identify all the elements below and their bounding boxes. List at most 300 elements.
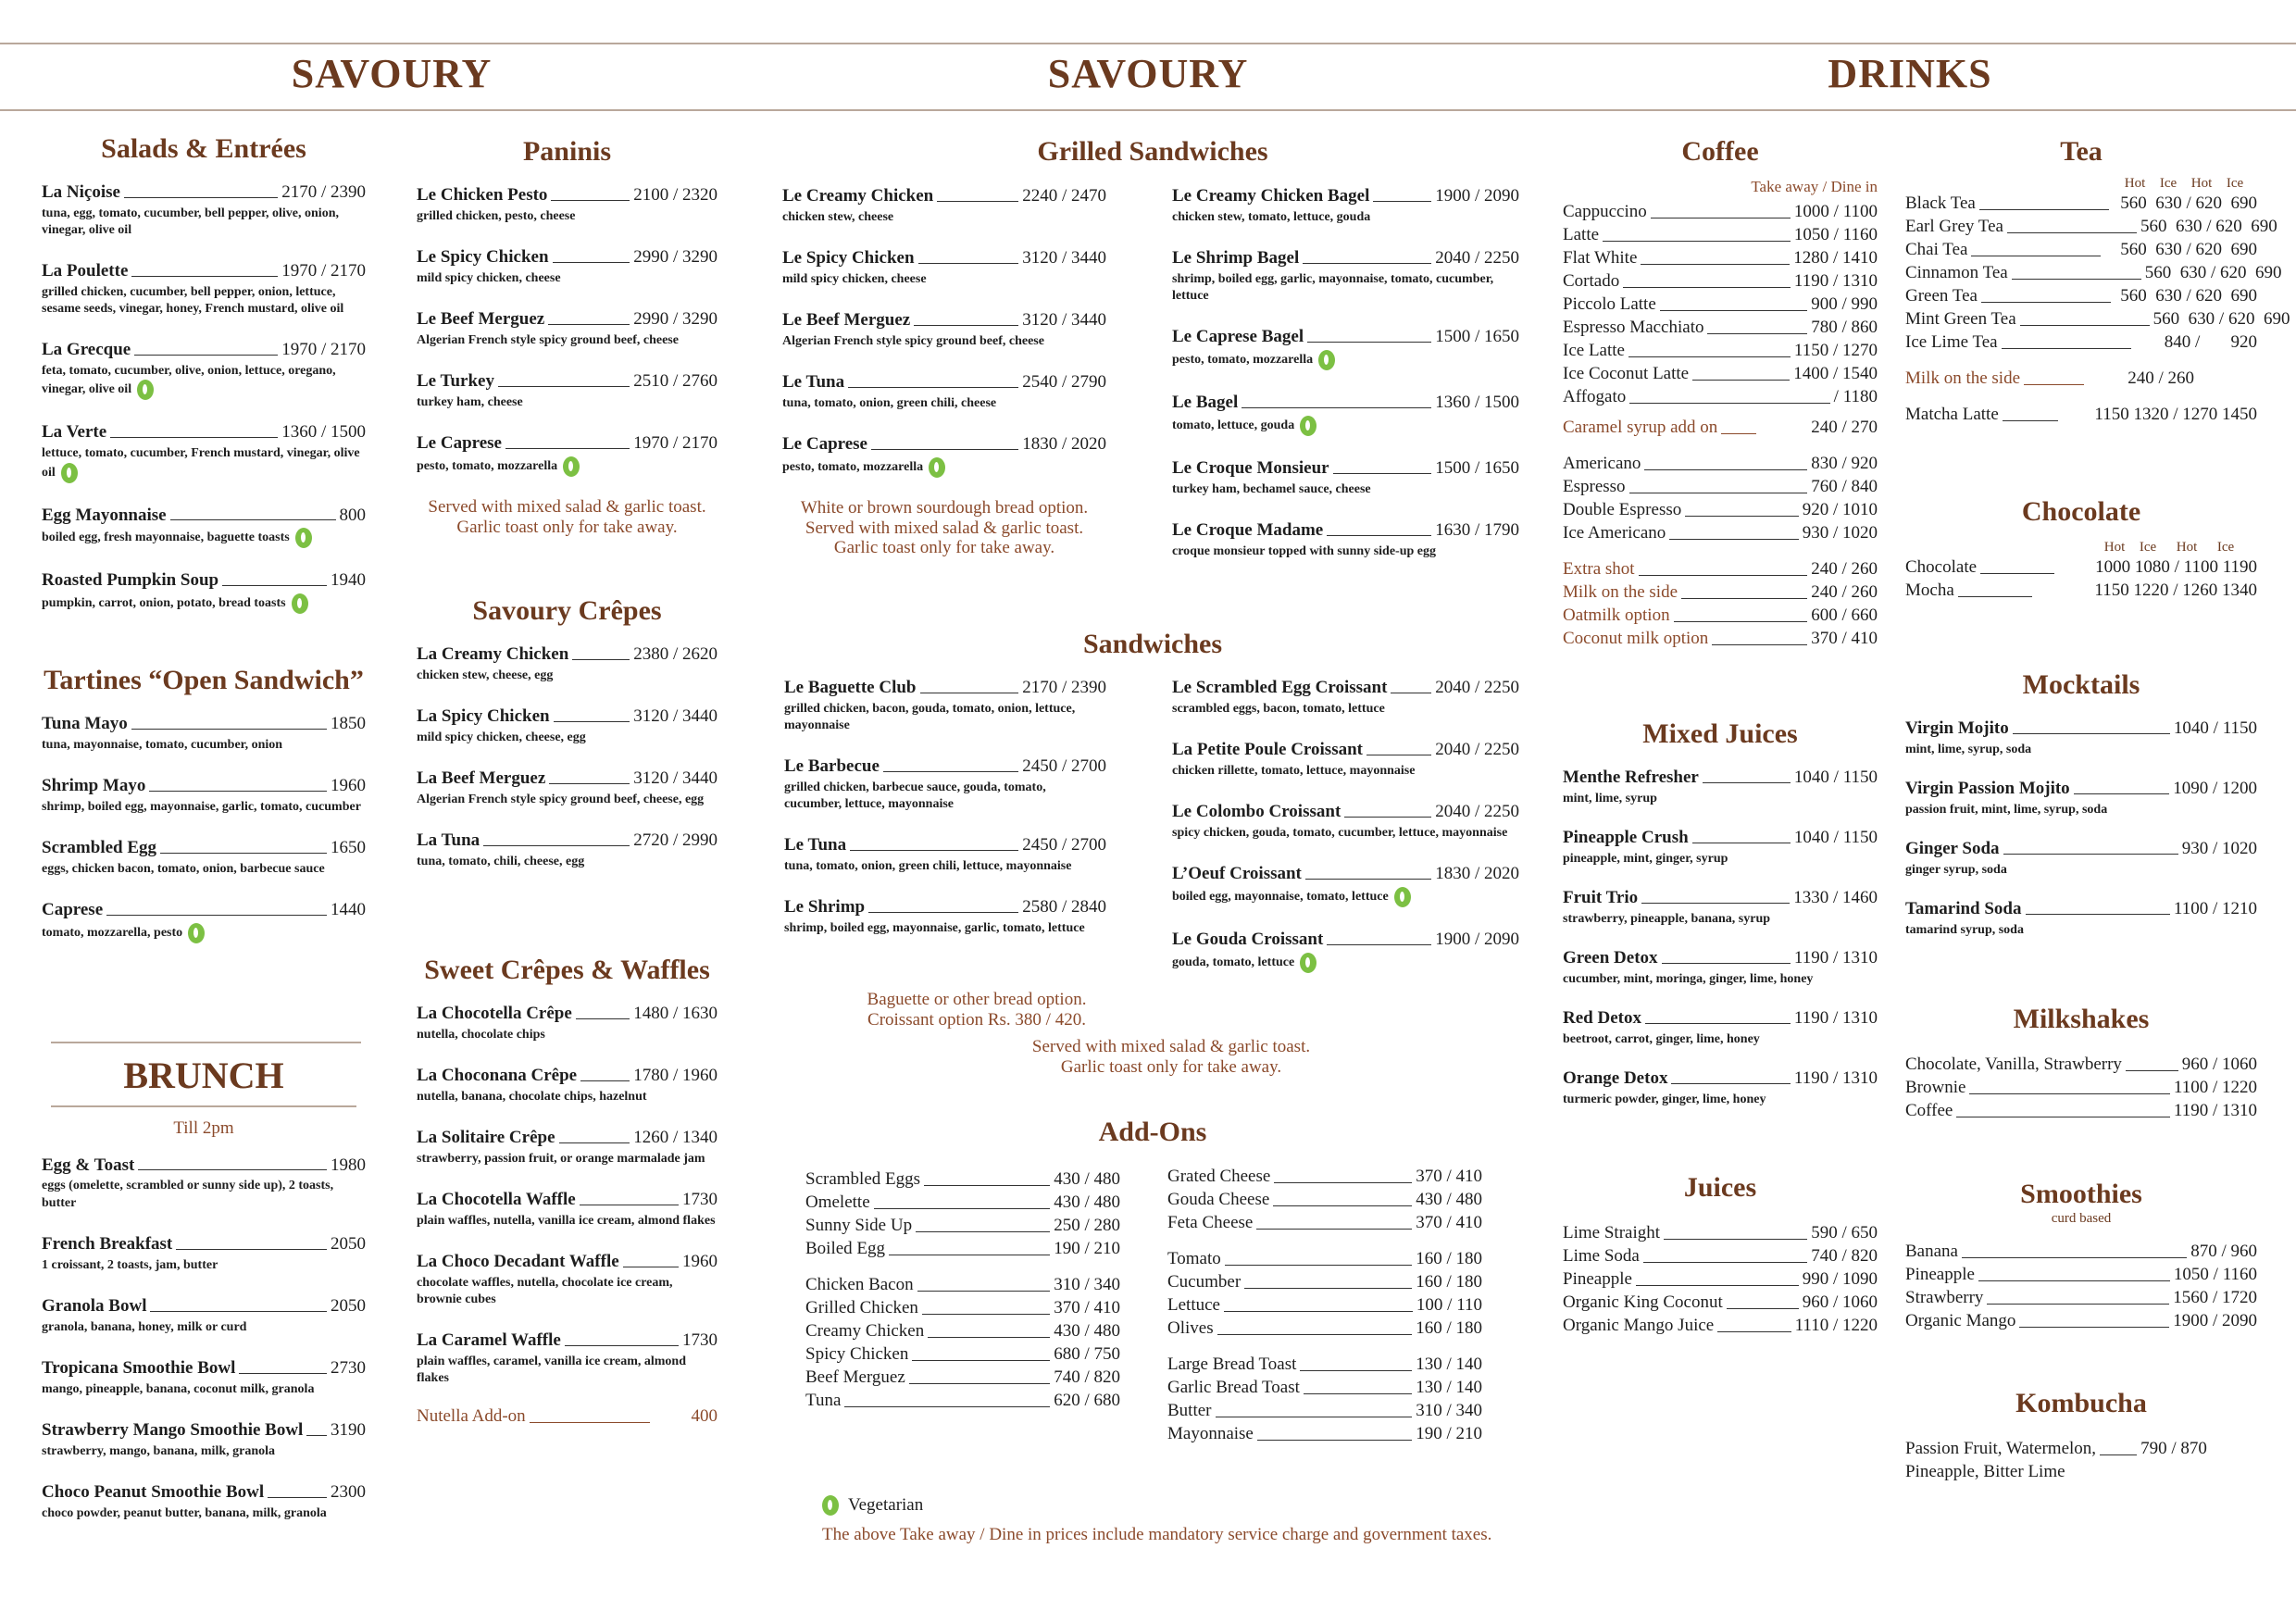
menu-item-price: 2050: [331, 1295, 366, 1316]
price-row-price: 620 / 680: [1054, 1391, 1120, 1410]
menu-item: [782, 434, 1106, 478]
menu-item: [1172, 802, 1519, 842]
menu-item-description: chicken stew, tomato, lettuce, gouda: [1172, 209, 1371, 224]
menu-item-name: Le Creamy Chicken: [782, 186, 934, 206]
menu-item-line: [42, 506, 366, 526]
grilled-note-1: White or brown sourdough bread option.: [800, 497, 1089, 518]
price-row: [1167, 1165, 1482, 1188]
price-row-name: Boiled Egg: [805, 1239, 886, 1258]
price-row-name: Lime Soda: [1563, 1246, 1640, 1266]
milkshakes-section: [1905, 1003, 2257, 1122]
price-row: [805, 1237, 1120, 1260]
grilled-right-column: [1172, 186, 1519, 582]
menu-item-price: 3120 / 3440: [633, 706, 718, 727]
menu-item-name: Le Shrimp Bagel: [1172, 248, 1300, 268]
price-row: [1905, 261, 2282, 284]
menu-item: [1172, 393, 1519, 436]
menu-item: [1172, 458, 1519, 498]
price-row: [805, 1167, 1120, 1191]
menu-item: [417, 768, 718, 808]
menu-item-description: tuna, tomato, onion, green chili, lettuce, mayonnaise: [784, 859, 1072, 874]
price-row: [1905, 1309, 2257, 1332]
menu-item-name: La Creamy Chicken: [417, 644, 569, 664]
menu-item-name: Le Beef Merguez: [782, 310, 911, 331]
coffee-price-header: Take away / Dine in: [1751, 178, 1878, 195]
mocktails-title: Mocktails: [2022, 669, 2140, 700]
price-row-price: 1050 / 1160: [2173, 1265, 2257, 1284]
price-row: [1563, 200, 1878, 223]
price-disclaimer: The above Take away / Dine in prices include mandatory service charge and government taxes.: [822, 1525, 1492, 1544]
menu-item: [417, 371, 718, 411]
menu-item: [42, 570, 366, 614]
menu-item-line: [1905, 899, 2257, 919]
menu-item-description: turmeric powder, ginger, lime, honey: [1563, 1092, 1766, 1106]
price-row: [1563, 1267, 1878, 1291]
caramel-syrup-row: [1563, 416, 1878, 439]
price-row: [1167, 1353, 1482, 1376]
price-row-price: 430 / 480: [1416, 1190, 1482, 1209]
menu-item-price: 2990 / 3290: [633, 309, 718, 330]
menu-item-description: nutella, banana, chocolate chips, hazelnut: [417, 1089, 647, 1104]
menu-item-price: 3120 / 3440: [633, 768, 718, 789]
price-row-price: 900 / 990: [1811, 294, 1878, 314]
menu-item-description: tuna, tomato, chili, cheese, egg: [417, 854, 585, 868]
menu-item: [1172, 327, 1519, 370]
menu-item-line: [42, 1420, 366, 1441]
price-row-price: 560 630 / 620 690: [2120, 194, 2257, 213]
menu-item-line: [1905, 718, 2257, 739]
price-row: [1563, 627, 1878, 650]
menu-item-price: 1970 / 2170: [281, 261, 366, 281]
addons-section: [782, 1116, 1523, 1166]
menu-item: [417, 433, 718, 477]
menu-item-name: Le Turkey: [417, 371, 494, 392]
menu-item-line: [417, 1004, 718, 1024]
menu-item-line: [784, 897, 1106, 918]
menu-item: [1905, 779, 2257, 818]
menu-item-line: [1905, 779, 2257, 799]
price-row-name: Organic Mango Juice: [1563, 1316, 1715, 1335]
menu-item-description: granola, banana, honey, milk or curd: [42, 1319, 247, 1334]
price-row-name: Garlic Bread Toast: [1167, 1378, 1300, 1397]
menu-item-description: chicken stew, cheese: [782, 209, 894, 224]
menu-item-price: 2170 / 2390: [1022, 678, 1106, 697]
menu-item-price: 1900 / 2090: [1435, 929, 1519, 949]
menu-item-name: La Chocotella Crêpe: [417, 1004, 572, 1023]
menu-item-name: La Choco Decadant Waffle: [417, 1252, 619, 1272]
vegetarian-icon: [1318, 350, 1335, 370]
kombucha-title: Kombucha: [2015, 1388, 2147, 1418]
menu-item-name: Green Detox: [1563, 948, 1658, 968]
savoury-crepes-section: [417, 594, 718, 893]
mixed-juices-title: Mixed Juices: [1642, 718, 1798, 749]
menu-item-line: [782, 372, 1106, 393]
price-row: [805, 1342, 1120, 1366]
menu-item-description: choco powder, peanut butter, banana, milk, granola: [42, 1505, 327, 1520]
menu-item-name: La Grecque: [42, 340, 131, 360]
menu-item-name: La Poulette: [42, 261, 129, 281]
sandwiches-note-4: Garlic toast only for take away.: [1060, 1056, 1282, 1077]
menu-item: [1563, 1008, 1878, 1048]
price-row: [1905, 1286, 2257, 1309]
menu-item-price: 1630 / 1790: [1435, 519, 1519, 540]
grilled-sandwiches-section: [782, 135, 1523, 185]
menu-item-price: 1970 / 2170: [633, 433, 718, 454]
price-row: [1905, 1053, 2257, 1076]
menu-item-description: pesto, tomato, mozzarella: [417, 456, 718, 477]
price-row-name: Large Bread Toast: [1167, 1355, 1297, 1374]
menu-item-name: Roasted Pumpkin Soup: [42, 570, 219, 591]
brunch-subtitle: Till 2pm: [173, 1118, 234, 1138]
menu-item-line: [1563, 948, 1878, 968]
menu-item-name: La Choconana Crêpe: [417, 1066, 578, 1086]
top-rule: [0, 43, 2296, 44]
menu-item: [1905, 718, 2257, 758]
price-row-price: 1190 / 1310: [1793, 271, 1878, 291]
grilled-left-column: [782, 186, 1106, 560]
price-row: [1563, 452, 1878, 475]
menu-item: [1563, 768, 1878, 807]
menu-item-line: [42, 570, 366, 591]
menu-item-line: [1172, 248, 1519, 268]
menu-item-line: [1172, 520, 1519, 541]
menu-item-description: mint, lime, syrup: [1563, 791, 1657, 805]
price-row-name: Banana: [1905, 1242, 1958, 1261]
menu-item-description: plain waffles, caramel, vanilla ice cream, almond flakes: [417, 1355, 686, 1386]
price-row: [1563, 1314, 1878, 1337]
tartines-title: Tartines “Open Sandwich”: [44, 665, 364, 695]
menu-item: [417, 185, 718, 225]
price-row-price: 370 / 410: [1811, 629, 1878, 648]
sweet-crepes-section: [417, 954, 718, 1428]
menu-item: [42, 1358, 366, 1398]
price-row-price: 560 630 / 620 690: [2152, 309, 2290, 329]
menu-item-price: 2240 / 2470: [1022, 186, 1106, 206]
price-row-name: Latte: [1563, 225, 1600, 244]
price-row-price: / 1180: [1833, 387, 1878, 406]
price-row: [1167, 1247, 1482, 1270]
price-row-price: 1050 / 1160: [1793, 225, 1878, 244]
menu-item-name: Choco Peanut Smoothie Bowl: [42, 1481, 265, 1502]
price-row: [805, 1319, 1120, 1342]
menu-item-description: tomato, lettuce, gouda: [1172, 416, 1519, 436]
price-row-price: 920 / 1010: [1802, 500, 1878, 519]
smoothies-subtitle: curd based: [2051, 1211, 2112, 1226]
menu-item-line: [784, 835, 1106, 855]
menu-item-price: 3120 / 3440: [1022, 248, 1106, 268]
vegetarian-icon: [929, 457, 945, 478]
juices-title: Juices: [1683, 1172, 1757, 1203]
drinks-heading: DRINKS: [1828, 51, 1992, 96]
price-row-price: 250 / 280: [1054, 1216, 1120, 1235]
footer: [822, 1495, 1655, 1545]
price-row-price: 430 / 480: [1054, 1192, 1120, 1212]
menu-item-name: Le Baguette Club: [784, 678, 917, 697]
menu-item-line: [42, 1358, 366, 1379]
tea-column-headers: Hot Ice Hot Ice: [2124, 176, 2244, 191]
vegetarian-legend: [822, 1495, 1655, 1516]
price-row-price: 160 / 180: [1416, 1318, 1482, 1338]
menu-item-line: [417, 247, 718, 268]
sandwiches-note-2: Croissant option Rs. 380 / 420.: [867, 1009, 1086, 1030]
price-row-price: 190 / 210: [1054, 1239, 1120, 1258]
menu-item-price: 1480 / 1630: [633, 1004, 718, 1023]
menu-item-line: [417, 371, 718, 392]
menu-item: [42, 1234, 366, 1274]
menu-item-line: [784, 756, 1106, 777]
nutella-addon-price: 400: [691, 1405, 718, 1426]
menu-item: [42, 340, 366, 400]
sandwiches-note-1: Baguette or other bread option.: [867, 990, 1087, 1009]
price-row: [1905, 215, 2277, 238]
price-row-price: 430 / 480: [1054, 1169, 1120, 1189]
price-row-name: Mayonnaise: [1167, 1424, 1254, 1443]
menu-item-name: La Petite Poule Croissant: [1172, 740, 1363, 760]
price-row-name: Gouda Cheese: [1167, 1190, 1270, 1209]
price-row-price: 240 / 260: [1811, 582, 1878, 602]
price-row-name: Sunny Side Up: [805, 1216, 913, 1235]
price-row-name: Organic Mango: [1905, 1311, 2016, 1330]
vegetarian-icon: [295, 528, 312, 548]
price-row: [1563, 521, 1878, 544]
tea-milk-name: Milk on the side: [1905, 368, 2021, 388]
price-row-name: Cortado: [1563, 271, 1620, 291]
price-row-price: 100 / 110: [1416, 1295, 1482, 1315]
price-row: [1563, 385, 1878, 408]
price-row: [1905, 1076, 2257, 1099]
price-row-name: Ice Coconut Latte: [1563, 364, 1690, 383]
menu-item-price: 1780 / 1960: [633, 1066, 718, 1086]
kombucha-flavours-2: Pineapple, Bitter Lime: [1905, 1462, 2065, 1481]
salads-section: [42, 132, 366, 636]
menu-item: [784, 678, 1106, 734]
price-row-price: 600 / 660: [1811, 606, 1878, 625]
menu-item: [42, 182, 366, 239]
price-row-price: 1190 / 1310: [2173, 1101, 2257, 1120]
price-row-name: Brownie: [1905, 1078, 1966, 1097]
menu-item-name: Le Caprese: [417, 433, 502, 454]
juices-section: [1563, 1171, 1878, 1337]
kombucha-price: 790 / 870: [2140, 1439, 2207, 1458]
price-row-name: Grilled Chicken: [805, 1298, 918, 1317]
menu-item: [417, 644, 718, 684]
nutella-addon-name: Nutella Add-on: [417, 1405, 526, 1426]
menu-item-name: L’Oeuf Croissant: [1172, 864, 1302, 884]
menu-item-description: 1 croissant, 2 toasts, jam, butter: [42, 1257, 218, 1272]
addons-title: Add-Ons: [1098, 1117, 1207, 1147]
menu-item-name: Le Creamy Chicken Bagel: [1172, 186, 1370, 206]
menu-item-line: [42, 182, 366, 203]
sandwiches-notes-a: [782, 992, 1171, 1031]
menu-item-line: [42, 1482, 366, 1503]
menu-item-name: Scrambled Egg: [42, 838, 157, 858]
menu-item: [42, 1296, 366, 1336]
price-row-price: 370 / 410: [1054, 1298, 1120, 1317]
price-row: [1563, 246, 1878, 269]
price-row: [1905, 579, 2257, 602]
menu-item-price: 2990 / 3290: [633, 247, 718, 268]
menu-item-description: strawberry, pineapple, banana, syrup: [1563, 911, 1771, 926]
menu-item-price: 1090 / 1200: [2173, 779, 2257, 799]
tea-milk-row: [1905, 367, 2257, 390]
menu-item-description: mild spicy chicken, cheese: [417, 270, 561, 285]
paninis-note-1: Served with mixed salad & garlic toast.: [428, 496, 706, 517]
price-row: [805, 1366, 1120, 1389]
price-row-name: Green Tea: [1905, 286, 1978, 306]
menu-item-price: 2100 / 2320: [633, 185, 718, 205]
price-row-price: 1280 / 1410: [1793, 248, 1878, 268]
menu-item-line: [1172, 864, 1519, 884]
sandwiches-note-3: Served with mixed salad & garlic toast.: [1031, 1037, 1311, 1056]
menu-item-line: [417, 1252, 718, 1272]
menu-item: [782, 248, 1106, 288]
menu-item-line: [42, 838, 366, 858]
menu-item-description: Algerian French style spicy ground beef, cheese: [417, 332, 679, 347]
chocolate-section: [1905, 495, 2257, 602]
menu-item-name: Red Detox: [1563, 1008, 1641, 1029]
menu-item-line: [417, 1330, 718, 1351]
price-row-name: Chai Tea: [1905, 240, 1968, 259]
price-row: [1167, 1211, 1482, 1234]
price-row: [1563, 223, 1878, 246]
menu-item-price: 2040 / 2250: [1435, 802, 1519, 822]
menu-item-line: [1172, 393, 1519, 413]
menu-item-name: La Niçoise: [42, 182, 120, 202]
menu-item-name: Le Tuna: [784, 835, 847, 855]
menu-item-description: tuna, tomato, onion, green chili, cheese: [782, 395, 997, 410]
menu-item-description: pineapple, mint, ginger, syrup: [1563, 851, 1728, 866]
price-row-name: Organic King Coconut: [1563, 1292, 1723, 1312]
menu-item-line: [417, 706, 718, 727]
menu-item-name: Le Chicken Pesto: [417, 185, 548, 205]
vegetarian-icon: [292, 593, 308, 614]
menu-item-price: 1730: [682, 1330, 718, 1351]
menu-item-description: chicken rillette, tomato, lettuce, mayonnaise: [1172, 763, 1416, 778]
menu-item: [42, 776, 366, 816]
menu-item-line: [784, 678, 1106, 698]
chocolate-title: Chocolate: [2021, 496, 2141, 527]
paninis-section: [417, 135, 718, 539]
menu-item-description: mango, pineapple, banana, coconut milk, granola: [42, 1381, 315, 1396]
price-row: [805, 1273, 1120, 1296]
nutella-addon-row: [417, 1405, 718, 1428]
price-row-price: 370 / 410: [1416, 1167, 1482, 1186]
price-row-name: Mocha: [1905, 581, 1954, 600]
menu-item-price: 1650: [331, 838, 366, 858]
menu-item-line: [782, 434, 1106, 455]
menu-item-description: tuna, egg, tomato, cucumber, bell pepper, olive, onion, vinegar, olive oil: [42, 206, 339, 238]
menu-item: [782, 372, 1106, 412]
vegetarian-icon: [1300, 953, 1316, 973]
menu-item-line: [1563, 1008, 1878, 1029]
price-row-price: 310 / 340: [1054, 1275, 1120, 1294]
menu-item-line: [782, 186, 1106, 206]
menu-item-description: ginger syrup, soda: [1905, 862, 2007, 877]
menu-item: [1172, 740, 1519, 780]
menu-item-price: 3190: [331, 1419, 366, 1440]
menu-item-line: [417, 1128, 718, 1148]
price-row-name: Olives: [1167, 1318, 1214, 1338]
menu-item: [42, 261, 366, 318]
menu-item-name: Le Shrimp: [784, 897, 866, 918]
milkshakes-title: Milkshakes: [2013, 1004, 2150, 1034]
menu-item-description: tuna, mayonnaise, tomato, cucumber, onion: [42, 737, 283, 752]
menu-item-name: Shrimp Mayo: [42, 776, 146, 796]
menu-item-price: 1730: [682, 1190, 718, 1210]
menu-item-line: [42, 261, 366, 281]
menu-item: [42, 714, 366, 754]
price-row-name: Chicken Bacon: [805, 1275, 914, 1294]
price-row-name: Cucumber: [1167, 1272, 1242, 1292]
menu-item-description: turkey ham, bechamel sauce, cheese: [1172, 481, 1371, 496]
menu-item: [1905, 839, 2257, 879]
tea-title: Tea: [2060, 136, 2103, 167]
addons-right-column: [1167, 1165, 1482, 1445]
menu-item-description: lettuce, tomato, cucumber, French mustard, vinegar, olive oil: [42, 445, 366, 482]
menu-item: [784, 756, 1106, 813]
menu-item-description: feta, tomato, cucumber, olive, onion, lettuce, oregano, vinegar, olive oil: [42, 363, 366, 400]
menu-item-line: [417, 1190, 718, 1210]
price-row-price: 310 / 340: [1416, 1401, 1482, 1420]
price-row-price: 960 / 1060: [2181, 1055, 2257, 1074]
menu-item-price: 2050: [331, 1233, 366, 1254]
price-row-name: Flat White: [1563, 248, 1638, 268]
sandwiches-title: Sandwiches: [1082, 629, 1223, 659]
menu-item-description: pumpkin, carrot, onion, potato, bread toasts: [42, 593, 366, 614]
price-row: [1563, 316, 1878, 339]
price-row: [1905, 1099, 2257, 1122]
price-row-price: 780 / 860: [1811, 318, 1878, 337]
menu-item-line: [417, 309, 718, 330]
menu-item-name: Pineapple Crush: [1563, 828, 1689, 848]
menu-item-price: 2720 / 2990: [633, 830, 718, 851]
menu-item-price: 1360 / 1500: [281, 422, 366, 443]
price-row: [1905, 307, 2290, 331]
menu-item-name: La Beef Merguez: [417, 768, 546, 789]
price-row-name: Tomato: [1167, 1249, 1221, 1268]
price-row: [1905, 192, 2257, 215]
menu-item: [417, 1066, 718, 1105]
menu-item-description: mild spicy chicken, cheese: [782, 271, 927, 286]
menu-item: [417, 1004, 718, 1043]
price-row: [1563, 1244, 1878, 1267]
menu-item-name: Strawberry Mango Smoothie Bowl: [42, 1419, 304, 1440]
menu-item-line: [1905, 839, 2257, 859]
price-row-name: Grated Cheese: [1167, 1167, 1271, 1186]
price-row-name: Chocolate: [1905, 557, 1978, 577]
price-row-price: 1400 / 1540: [1793, 364, 1878, 383]
menu-item-description: plain waffles, nutella, vanilla ice cream, almond flakes: [417, 1213, 716, 1228]
menu-item-price: 2510 / 2760: [633, 371, 718, 392]
price-row: [1563, 557, 1878, 581]
price-row-name: Creamy Chicken: [805, 1321, 925, 1341]
price-row-price: 560 630 / 620 690: [2140, 217, 2277, 236]
menu-item-description: cucumber, mint, moringa, ginger, lime, honey: [1563, 971, 1814, 986]
menu-item: [1172, 186, 1519, 226]
menu-item-name: Orange Detox: [1563, 1068, 1668, 1089]
price-row-price: 870 / 960: [2190, 1242, 2257, 1261]
price-row-price: 160 / 180: [1416, 1272, 1482, 1292]
menu-item: [417, 1252, 718, 1308]
price-row-name: Butter: [1167, 1401, 1212, 1420]
price-row-price: 990 / 1090: [1802, 1269, 1878, 1289]
price-row-name: Spicy Chicken: [805, 1344, 909, 1364]
menu-item-name: Le Beef Merguez: [417, 309, 545, 330]
menu-item-description: shrimp, boiled egg, mayonnaise, garlic, tomato, cucumber: [42, 799, 361, 814]
price-row-name: Oatmilk option: [1563, 606, 1670, 625]
menu-item: [1172, 864, 1519, 907]
menu-item: [782, 310, 1106, 350]
